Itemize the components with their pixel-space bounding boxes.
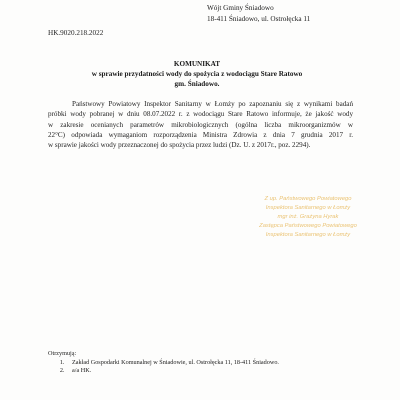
stamp-line: Zastępca Państwowego Powiatowego bbox=[259, 222, 357, 229]
body-line: w zakresie ocenianych parametrów mikrobiologicznych (ogólna liczba mikroorganizmów w bbox=[48, 120, 353, 129]
addressee-address: 18-411 Śniadowo, ul. Ostrołęcka 11 bbox=[207, 14, 311, 23]
stamp-line: Inspektora Sanitarnego w Łomży bbox=[265, 204, 351, 211]
document-heading bbox=[40, 59, 354, 89]
stamp-line: Z up. Państwowego Powiatowego bbox=[264, 196, 352, 202]
heading-location: gm. Śniadowo. bbox=[174, 80, 220, 88]
body-line: 22°C) odpowiada wymaganiom rozporządzenia Ministra Zdrowia z dnia 7 grudnia 2017 r. bbox=[48, 130, 353, 139]
recipient-item: 1. Zakład Gospodarki Komunalnej w Śniadowie, ul. Ostrołęcka 11, 18-411 Śniadowo. bbox=[66, 359, 368, 368]
stamp-line: Inspektora Sanitarnego w Łomży bbox=[265, 231, 351, 238]
recipients-list bbox=[48, 359, 368, 376]
recipients-title: Otrzymują: bbox=[48, 350, 77, 357]
addressee-name: Wójt Gminy Śniadowo bbox=[207, 4, 274, 12]
addressee-block bbox=[207, 3, 397, 24]
signature-stamp bbox=[228, 195, 388, 240]
recipients-block bbox=[48, 350, 368, 376]
stamp-line: mgr inż. Grażyna Hyrak bbox=[277, 213, 339, 220]
body-line: Państwowy Powiatowy Inspektor Sanitarny w Łomży po zapoznaniu się z wynikami badań bbox=[72, 100, 353, 108]
reference-number: HK.9020.218.2022 bbox=[48, 29, 104, 37]
body-line: w sprawie jakości wody przeznaczonej do spożycia przez ludzi (Dz. U. z 2017r., poz. 2294). bbox=[48, 141, 311, 150]
recipient-item: 2. a/a HK. bbox=[66, 367, 368, 376]
body-line: próbki wody pobranej w dniu 08.07.2022 r. z wodociągu Stare Ratowo informuje, że jakość wody bbox=[48, 110, 353, 119]
body-paragraph bbox=[48, 99, 353, 150]
heading-title: KOMUNIKAT bbox=[173, 60, 221, 68]
heading-subject: w sprawie przydatności wody do spożycia z wodociągu Stare Ratowo bbox=[91, 70, 303, 78]
